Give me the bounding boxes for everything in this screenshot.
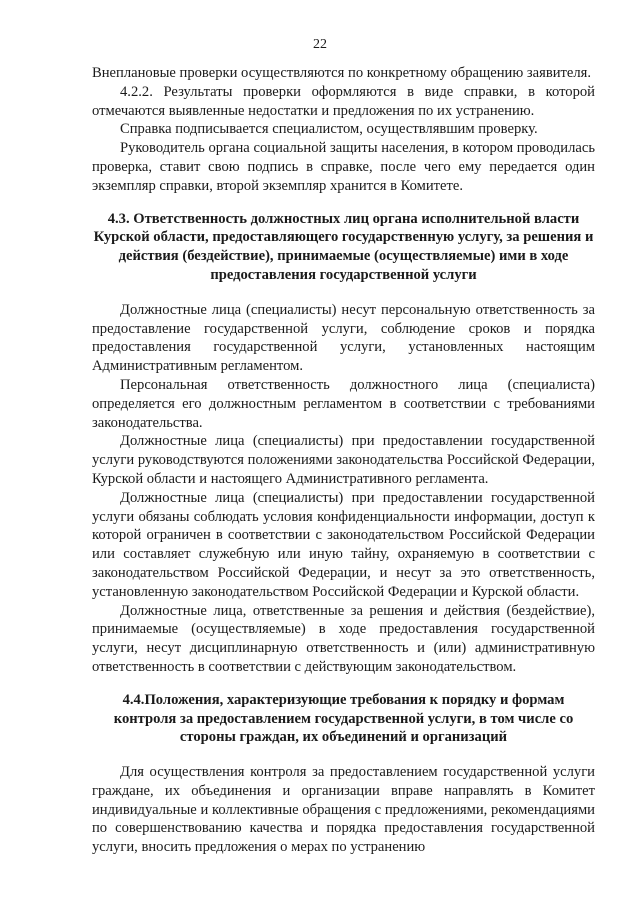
paragraph-disciplinary-responsibility: Должностные лица, ответственные за решения и действия (бездействие), принимаемые (осуществляемые) в ходе предоставления государственной услуги, несут дисциплинарную ответственность и (или) административную ответственность в соответствии с действующим законодательством. [92,602,595,675]
paragraph-unscheduled-checks: Внеплановые проверки осуществляются по конкретному обращению заявителя. [92,65,592,81]
paragraph-citizen-control: Для осуществления контроля за предоставлением государственной услуги граждане, их объединения и организации вправе направлять в Комитет индивидуальные и коллективные обращения с предложениями, рекомендациями по совершенствованию качества и порядка предоставления государственной услуги, вносить предложения о мерах по устранению [92,764,595,856]
paragraph-head-signs: Руководитель органа социальной защиты населения, в котором проводилась проверка, ставит свою подпись в справке, после чего ему передается один экземпляр справки, второй экземпляр хранится в Комитете. [92,140,595,194]
paragraph-legislation-guidance: Должностные лица (специалисты) при предоставлении государственной услуги руководствуются положениями законодательства Российской Федерации, Курской области и настоящего Административного регламента. [92,433,595,487]
section-4-3-heading: 4.3. Ответственность должностных лиц органа исполнительной власти Курской области, предоставляющего государственную услугу, за решения и действия (бездействие), принимаемые (осуществляемые) ими в ходе предоставления государственной услуги [93,210,594,283]
page-number: 22 [313,37,327,52]
paragraph-confidentiality: Должностные лица (специалисты) при предоставлении государственной услуги обязаны соблюдать условия конфиденциальности информации, доступ к которой ограничен в соответствии с законодательством Российской Федерации или составляет служебную или иную тайну, охраняемую в соответствии с законодательством Российской Федерации, и несут за это ответственность, установленную законодательством Российской Федерации и Курской области. [92,489,595,600]
paragraph-4-2-2: 4.2.2. Результаты проверки оформляются в виде справки, в которой отмечаются выявленные недостатки и предложения по их устранению. [92,83,595,119]
paragraph-job-regulation: Персональная ответственность должностного лица (специалиста) определяется его должностным регламентом в соответствии с требованиями законодательства. [92,376,595,431]
page-body [92,64,595,857]
paragraph-certificate-signed: Справка подписывается специалистом, осуществлявшим проверку. [120,121,538,138]
paragraph-personal-responsibility: Должностные лица (специалисты) несут персональную ответственность за предоставление государственной услуги, соблюдение сроков и порядка предоставления государственной услуги, установленных настоящим Административным регламентом. [92,301,595,375]
section-4-4-heading: 4.4.Положения, характеризующие требования к порядку и формам контроля за предоставлением государственной услуги, в том числе со стороны граждан, их объединений и организаций [113,691,574,746]
